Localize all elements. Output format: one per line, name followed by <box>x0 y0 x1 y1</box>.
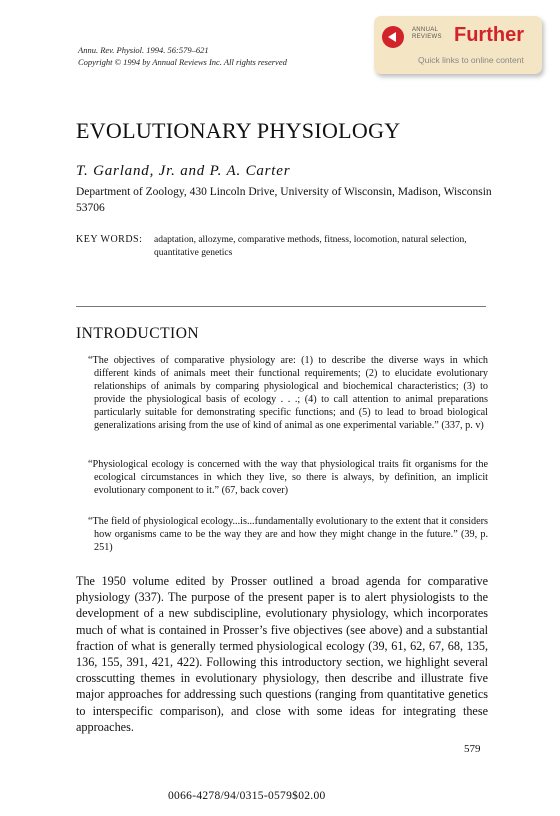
keywords-label: KEY WORDS: <box>76 234 143 245</box>
epigraph-quote <box>88 516 488 555</box>
journal-citation <box>78 44 287 68</box>
annual-label: ANNUAL <box>412 27 439 33</box>
quote-text: “The field of physiological ecology...is...fundamentally evolutionary to the extent that it considers how organisms came to be the way they are and how they might change in the future.” (39, p. 251) <box>88 516 488 553</box>
page-number: 579 <box>464 743 481 755</box>
annual-reviews-logo <box>412 27 442 41</box>
reviews-label: REVIEWS <box>412 34 442 40</box>
back-arrow-icon <box>382 26 404 48</box>
article-title: EVOLUTIONARY PHYSIOLOGY <box>76 118 401 143</box>
further-wordmark: Further <box>454 24 524 46</box>
quote-text: “The objectives of comparative physiology are: (1) to describe the diverse ways in which different kinds of animals meet their functional requirements; (2) to elucidate evolutionary relationships of animals by comparing physiological and biochemical characteristics; (3) to provide the physiological basis of ecology . . .; (4) to call attention to animal preparations particularly suitable for demonstrating specific functions; and (5) to lead to broad biological generalizations arising from the use of kind of animal as one experimental variable.” (337, p. v) <box>88 355 488 431</box>
copyright-line: Copyright © 1994 by Annual Reviews Inc. All rights reserved <box>78 57 287 67</box>
article-code: 0066-4278/94/0315-0579$02.00 <box>168 790 326 802</box>
keywords-list: adaptation, allozyme, comparative methods, fitness, locomotion, natural selection, quantitative genetics <box>154 235 467 258</box>
further-badge[interactable] <box>374 16 542 74</box>
section-divider <box>76 306 486 307</box>
author-affiliation: Department of Zoology, 430 Lincoln Drive, University of Wisconsin, Madison, Wisconsin 53706 <box>76 186 492 214</box>
quote-text: “Physiological ecology is concerned with the way that physiological traits fit organisms for the ecological circumstances in which they live, so there is always, by definition, an implicit evolutionary component to it.” (67, back cover) <box>88 459 488 496</box>
epigraph-quote <box>88 355 488 432</box>
article-authors: T. Garland, Jr. and P. A. Carter <box>76 163 291 179</box>
further-subtitle: Quick links to online content <box>418 55 524 65</box>
citation-line: Annu. Rev. Physiol. 1994. 56:579–621 <box>78 45 209 55</box>
section-heading-introduction: INTRODUCTION <box>76 325 200 342</box>
epigraph-quote <box>88 459 488 498</box>
body-paragraph: The 1950 volume edited by Prosser outlined a broad agenda for comparative physiology (337). The purpose of the present paper is to alert physiologists to the development of a new subdiscipline, evolutionary physiology, which incorporates much of what is contained in Prosser’s five objectives (see above) and a substantial fraction of what is generally termed physiological ecology (39, 61, 62, 67, 68, 135, 136, 155, 391, 421, 422). Following this introductory section, we highlight several crosscutting themes in evolutionary physiology, then describe and illustrate five major approaches for addressing such questions (ranging from quantitative genetics to interspecific comparison), and close with some ideas for integrating these approaches. <box>76 574 488 734</box>
